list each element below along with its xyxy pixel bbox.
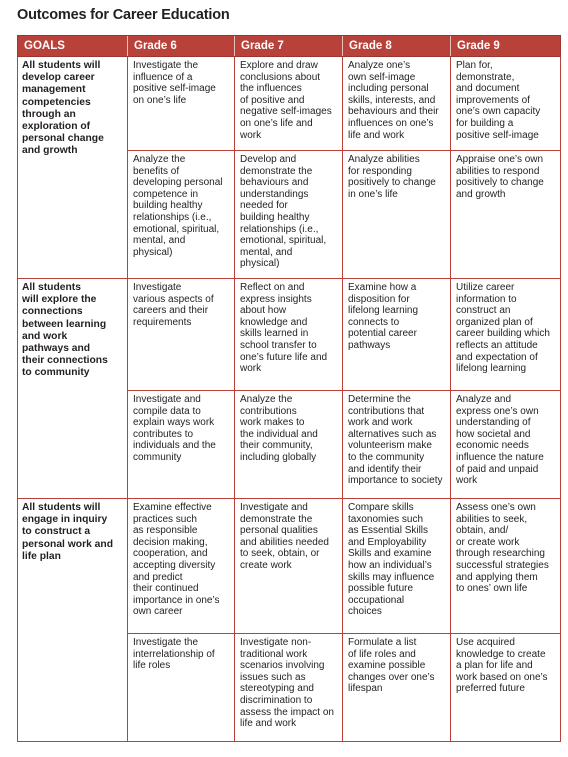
outcome-cell-grade-6: Investigate the influence of a positive self-image on one’s life bbox=[128, 57, 235, 151]
outcome-cell-grade-6: Analyze the benefits of developing personal competence in building healthy relationships (i.e., emotional, spiritual, mental, and physical) bbox=[128, 151, 235, 279]
outcome-cell-grade-6: Investigate the interrelationship of life roles bbox=[128, 634, 235, 742]
outcome-cell-grade-7: Investigate non- traditional work scenarios involving issues such as stereotyping and discrimination to assess the impact on life and work bbox=[235, 634, 343, 742]
goal-cell: All students will develop career management competencies through an exploration of personal change and growth bbox=[18, 57, 128, 279]
outcome-cell-grade-8: Analyze one’s own self-image including personal skills, interests, and behaviours and their influences on one’s life and work bbox=[343, 57, 451, 151]
header-goals: GOALS bbox=[18, 36, 128, 57]
outcome-cell-grade-8: Compare skills taxonomies such as Essential Skills and Employability Skills and examine how an individual’s skills may influence possible future occupational choices bbox=[343, 499, 451, 634]
outcome-cell-grade-9: Assess one’s own abilities to seek, obtain, and/ or create work through researching successful strategies and applying them to ones’ own life bbox=[451, 499, 561, 634]
outcome-cell-grade-6: Investigate various aspects of careers and their requirements bbox=[128, 279, 235, 391]
header-grade-8: Grade 8 bbox=[343, 36, 451, 57]
outcome-cell-grade-9: Plan for, demonstrate, and document improvements of one’s own capacity for building a positive self-image bbox=[451, 57, 561, 151]
outcome-cell-grade-6: Investigate and compile data to explain ways work contributes to individuals and the community bbox=[128, 391, 235, 499]
outcome-cell-grade-7: Analyze the contributions work makes to the individual and their community, including globally bbox=[235, 391, 343, 499]
table-row bbox=[18, 499, 561, 634]
outcome-cell-grade-7: Reflect on and express insights about how knowledge and skills learned in school transfer to one’s future life and work bbox=[235, 279, 343, 391]
outcome-cell-grade-8: Analyze abilities for responding positively to change in one’s life bbox=[343, 151, 451, 279]
table-row bbox=[18, 279, 561, 391]
outcome-cell-grade-8: Examine how a disposition for lifelong learning connects to potential career pathways bbox=[343, 279, 451, 391]
outcome-cell-grade-7: Investigate and demonstrate the personal qualities and abilities needed to seek, obtain, or create work bbox=[235, 499, 343, 634]
outcome-cell-grade-9: Use acquired knowledge to create a plan for life and work based on one’s preferred future bbox=[451, 634, 561, 742]
outcome-cell-grade-7: Explore and draw conclusions about the influences of positive and negative self-images on one’s life and work bbox=[235, 57, 343, 151]
table-header-row bbox=[18, 36, 561, 57]
outcome-cell-grade-9: Appraise one’s own abilities to respond positively to change and growth bbox=[451, 151, 561, 279]
table-row bbox=[18, 57, 561, 151]
outcome-cell-grade-6: Examine effective practices such as responsible decision making, cooperation, and accepting diversity and predict their continued importance in one’s own career bbox=[128, 499, 235, 634]
header-grade-6: Grade 6 bbox=[128, 36, 235, 57]
outcome-cell-grade-8: Determine the contributions that work and work alternatives such as volunteerism make to the community and identify their importance to society bbox=[343, 391, 451, 499]
outcomes-table bbox=[17, 35, 561, 742]
header-grade-9: Grade 9 bbox=[451, 36, 561, 57]
goal-cell: All students will engage in inquiry to construct a personal work and life plan bbox=[18, 499, 128, 742]
page-title: Outcomes for Career Education bbox=[17, 7, 230, 23]
outcome-cell-grade-9: Utilize career information to construct an organized plan of career building which reflects an attitude and expectation of lifelong learning bbox=[451, 279, 561, 391]
outcome-cell-grade-8: Formulate a list of life roles and examine possible changes over one’s lifespan bbox=[343, 634, 451, 742]
goal-cell: All students will explore the connections between learning and work pathways and their connections to community bbox=[18, 279, 128, 499]
outcome-cell-grade-9: Analyze and express one’s own understanding of how societal and economic needs influence the nature of paid and unpaid work bbox=[451, 391, 561, 499]
outcome-cell-grade-7: Develop and demonstrate the behaviours and understandings needed for building healthy relationships (i.e., emotional, spiritual, mental, and physical) bbox=[235, 151, 343, 279]
header-grade-7: Grade 7 bbox=[235, 36, 343, 57]
